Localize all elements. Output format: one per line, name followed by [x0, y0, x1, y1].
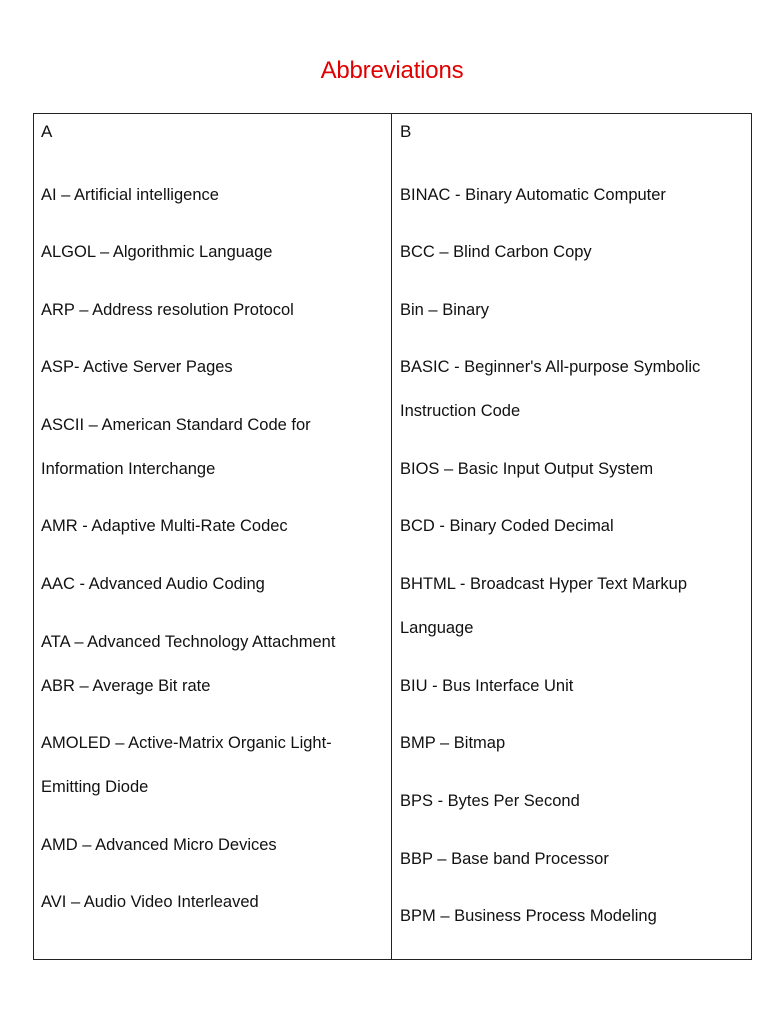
column-b-line: BHTML - Broadcast Hyper Text Markup: [400, 575, 688, 593]
column-a-line: Information Interchange: [41, 460, 216, 478]
column-a-line: ABR – Average Bit rate: [41, 677, 211, 695]
column-a-line: AVI – Audio Video Interleaved: [41, 893, 259, 911]
column-b-line: BPM – Business Process Modeling: [400, 907, 657, 925]
column-b-line: Instruction Code: [400, 402, 521, 420]
column-b-line: BIU - Bus Interface Unit: [400, 677, 574, 695]
column-b-line: BMP – Bitmap: [400, 734, 506, 752]
column-b-line: BIOS – Basic Input Output System: [400, 460, 654, 478]
column-b-line: Bin – Binary: [400, 301, 489, 319]
column-a-line: ARP – Address resolution Protocol: [41, 301, 294, 319]
column-b-line: BCD - Binary Coded Decimal: [400, 517, 614, 535]
column-a-line: ASP- Active Server Pages: [41, 358, 233, 376]
column-a-line: AMD – Advanced Micro Devices: [41, 836, 277, 854]
column-a-line: AMOLED – Active-Matrix Organic Light-: [41, 734, 332, 752]
column-divider: [391, 113, 392, 960]
page-title: Abbreviations: [320, 57, 464, 84]
column-a-line: AI – Artificial intelligence: [41, 186, 219, 204]
column-a-line: Emitting Diode: [41, 778, 149, 796]
column-a-line: ATA – Advanced Technology Attachment: [41, 633, 336, 651]
column-a-line: ASCII – American Standard Code for: [41, 416, 311, 434]
column-a-line: AMR - Adaptive Multi-Rate Codec: [41, 517, 288, 535]
column-b-line: BPS - Bytes Per Second: [400, 792, 580, 810]
column-a-header: A: [41, 122, 53, 141]
column-b-header: B: [400, 122, 412, 141]
column-a-line: AAC - Advanced Audio Coding: [41, 575, 265, 593]
column-b-line: Language: [400, 619, 474, 637]
column-b-line: BASIC - Beginner's All-purpose Symbolic: [400, 358, 701, 376]
column-b-line: BCC – Blind Carbon Copy: [400, 243, 592, 261]
abbreviations-table: [33, 113, 752, 960]
column-b-line: BINAC - Binary Automatic Computer: [400, 186, 666, 204]
column-b-line: BBP – Base band Processor: [400, 850, 609, 868]
column-a-line: ALGOL – Algorithmic Language: [41, 243, 273, 261]
